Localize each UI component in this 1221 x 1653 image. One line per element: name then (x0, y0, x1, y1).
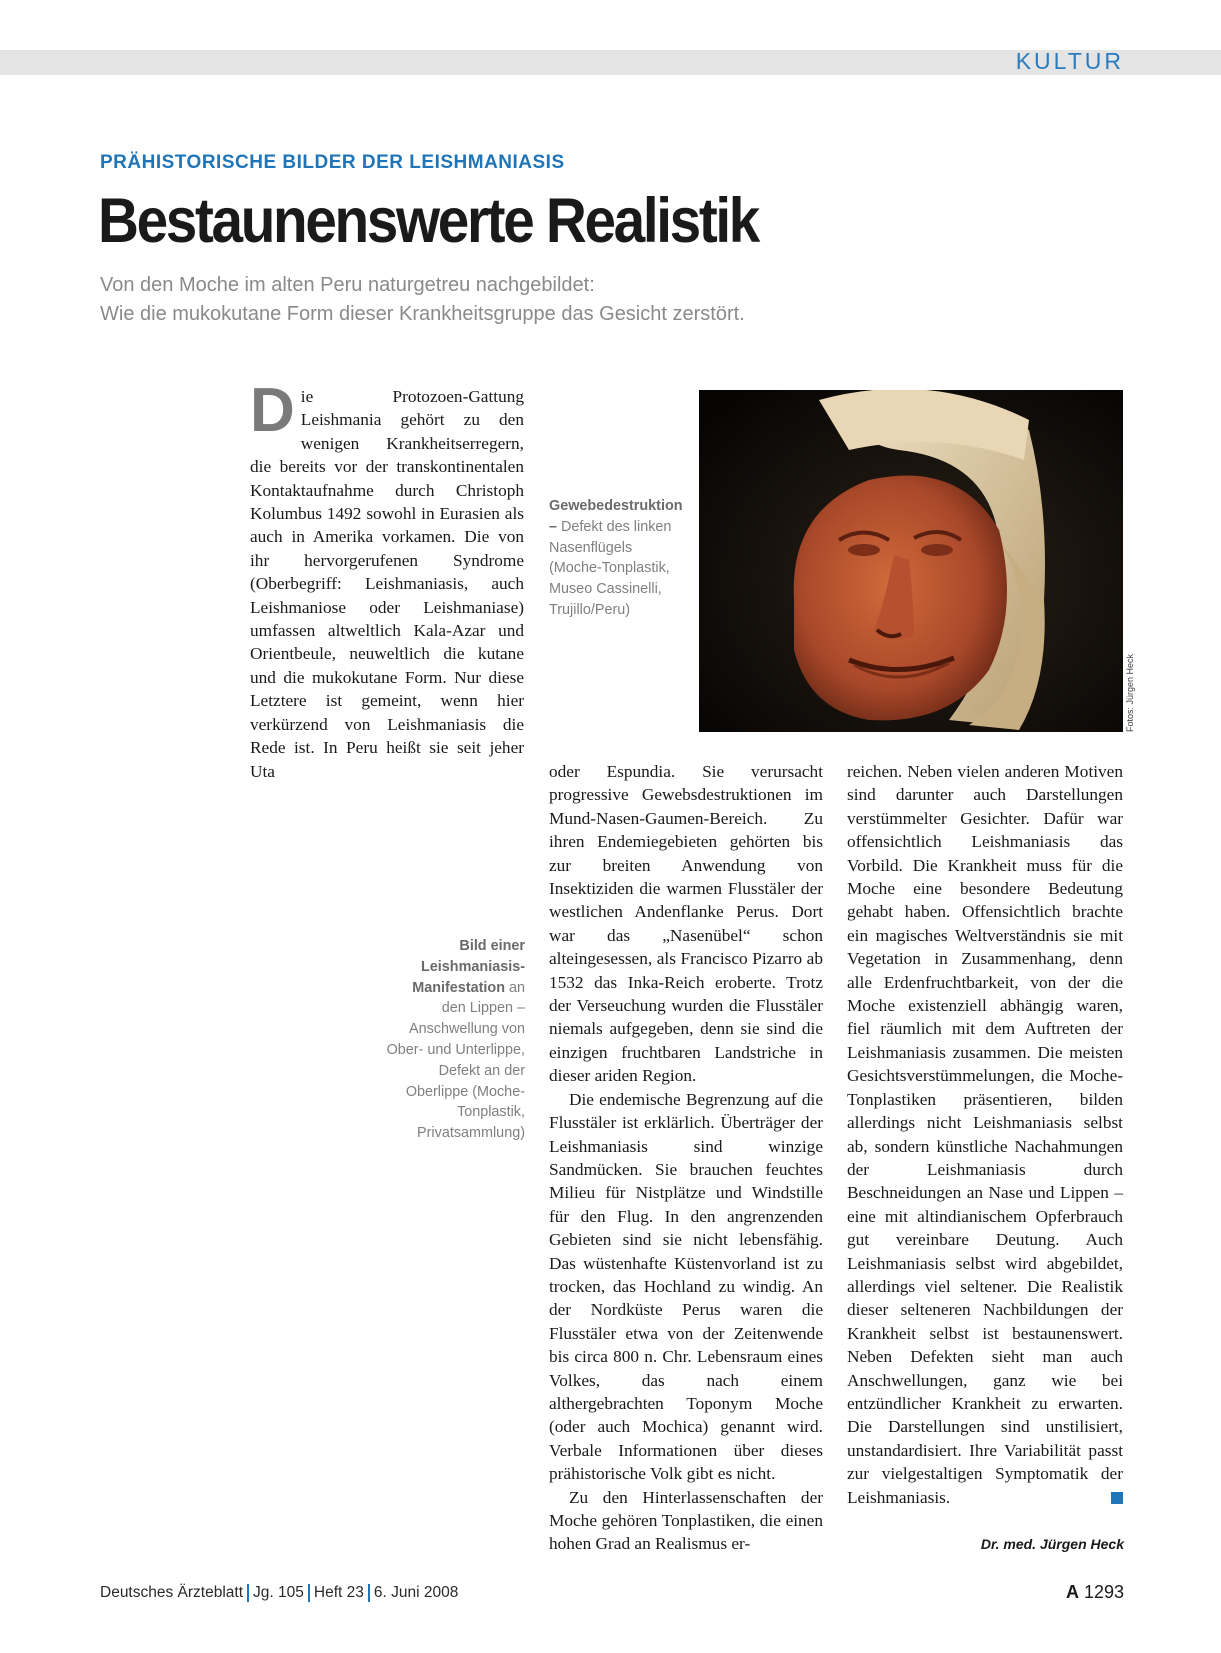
end-of-article-icon (1111, 1492, 1123, 1504)
page-footer (100, 1584, 458, 1602)
drop-cap: D (250, 376, 295, 445)
photo-credit: Fotos: Jürgen Heck (1125, 653, 1135, 732)
journal-volume: Jg. 105 (253, 1584, 304, 1602)
column-2-paragraph-2: Die endemische Begrenzung auf die Flusstäler ist erklärlich. Überträger der Leishmaniasis sind winzige Sandmücken. Sie brauchen feuchtes Milieu für Nistplätze und Windstille für den Flug. In den angrenzenden Gebieten sind sie nicht lebensfähig. Das wüstenhafte Küstenvorland ist zu trocken, das Hochland zu windig. An der Nordküste Perus waren die Flusstäler etwa von der Zeitenwende bis circa 800 n. Chr. Lebensraum eines Volkes, das nach einem althergebrachten Toponym Moche (oder auch Mochica) genannt wird. Verbale Informationen über dieses prähistorische Volk gibt es nicht. (549, 1089, 823, 1484)
body-column-3 (847, 760, 1123, 1509)
page-prefix: A (1065, 1582, 1079, 1602)
standfirst-line-2: Wie die mukokutane Form dieser Krankheitsgruppe das Gesicht zerstört. (100, 303, 745, 325)
caption-1-lead: Gewebedestruktion – (549, 498, 683, 535)
page-number-value: 1293 (1083, 1582, 1124, 1602)
footer-separator (368, 1584, 370, 1602)
section-label: KULTUR (1015, 48, 1124, 74)
journal-name: Deutsches Ärzteblatt (100, 1584, 244, 1602)
column-2-paragraph-1: oder Espundia. Sie verursacht progressive Gewebsdestruktionen im Mund-Nasen-Gaumen-Bereich. Zu ihren Endemiegebieten gehörten bis zur breiten Anwendung von Insektiziden die warmen Flusstäler der westlichen Andenflanke Perus. Dort war das „Nasenübel“ schon alteingesessen, als Francisco Pizarro ab 1532 das Inka-Reich eroberte. Trotz der Verseuchung wurden die Flusstäler niemals aufgegeben, denn sie sind die einzigen fruchtbaren Landstriche in dieser ariden Region. (549, 762, 823, 1086)
article-photo (699, 390, 1123, 732)
caption-1-text: Defekt des linken Nasenflügels (Moche-Tonplastik, Museo Cassinelli, Trujillo/Peru) (549, 518, 672, 618)
body-column-1 (250, 376, 524, 783)
footer-separator (247, 1584, 249, 1602)
author-byline: Dr. med. Jürgen Heck (980, 1536, 1124, 1552)
article-title: Bestaunenswerte Realistik (98, 186, 759, 256)
standfirst-line-1: Von den Moche im alten Peru naturgetreu nachgebildet: (100, 274, 595, 296)
column-3-text: reichen. Neben vielen anderen Motiven sind darunter auch Darstellungen verstümmelter Gesichter. Dafür war offensichtlich Leishmaniasis das Vorbild. Die Krankheit muss für die Moche eine besondere Bedeutung gehabt haben. Offensichtlich brachte ein magisches Weltverständnis sie mit Vegetation in Zusammenhang, denn alle Erdenfruchtbarkeit, von der die Moche existenziell abhängig waren, fiel räumlich mit dem Auftreten der Leishmaniasis zusammen. Die meisten Gesichtsverstümmelungen, die Moche-Tonplastiken präsentieren, bilden allerdings nicht Leishmaniasis selbst ab, sondern künstliche Nachahmungen der Leishmaniasis durch Beschneidungen an Nase und Lippen – eine mit altindianischem Opferbrauch gut vereinbare Deutung. Auch Leishmaniasis selbst wird abgebildet, allerdings viel seltener. Die Realistik dieser selteneren Nachbildungen der Krankheit selbst ist bestaunenswert. Neben Defekten sieht man auch Anschwellungen, ganz wie bei entzündlicher Krankheit zu erwarten. Die Darstellungen sind unstilisiert, unstandardisiert. Ihre Variabilität passt zur vielgestaltigen Symptomatik der Leishmaniasis. (847, 762, 1123, 1507)
article-standfirst (100, 271, 745, 329)
journal-issue: Heft 23 (313, 1584, 364, 1602)
caption-2-lead: Bild einer Leishmaniasis-Manifestation (412, 938, 525, 996)
journal-date: 6. Juni 2008 (373, 1584, 459, 1602)
photo-caption-2 (385, 936, 525, 1144)
body-column-2 (549, 760, 823, 1556)
column-1-text: ie Protozoen-Gattung Leishmania gehört zu den wenigen Krankheitserregern, die bereits vor der transkontinentalen Kontaktaufnahme durch Christoph Kolumbus 1492 sowohl in Eurasien als auch in Amerika vorkamen. Die von ihr hervorgerufenen Syndrome (Oberbegriff: Leishmaniasis, auch Leishmaniose oder Leishmaniase) umfassen altweltlich Kala-Azar und Orientbeule, neuweltlich die kutane und die mukokutane Form. Nur diese Letztere ist gemeint, wenn hier verkürzend von Leishmaniasis die Rede ist. In Peru heißt sie seit jeher Uta (250, 387, 524, 781)
page-number (1066, 1582, 1124, 1603)
column-2-paragraph-3: Zu den Hinterlassenschaften der Moche gehören Tonplastiken, die einen hohen Grad an Realismus er- (549, 1487, 823, 1554)
footer-separator (308, 1584, 310, 1602)
article-kicker: PRÄHISTORISCHE BILDER DER LEISHMANIASIS (100, 152, 565, 173)
photo-caption-1 (549, 496, 683, 621)
moche-head-illustration (699, 390, 1123, 732)
caption-2-text: an den Lippen – Anschwellung von Ober- und Unterlippe, Defekt an der Oberlippe (Moche-Tonplastik, Privatsammlung) (386, 979, 525, 1142)
